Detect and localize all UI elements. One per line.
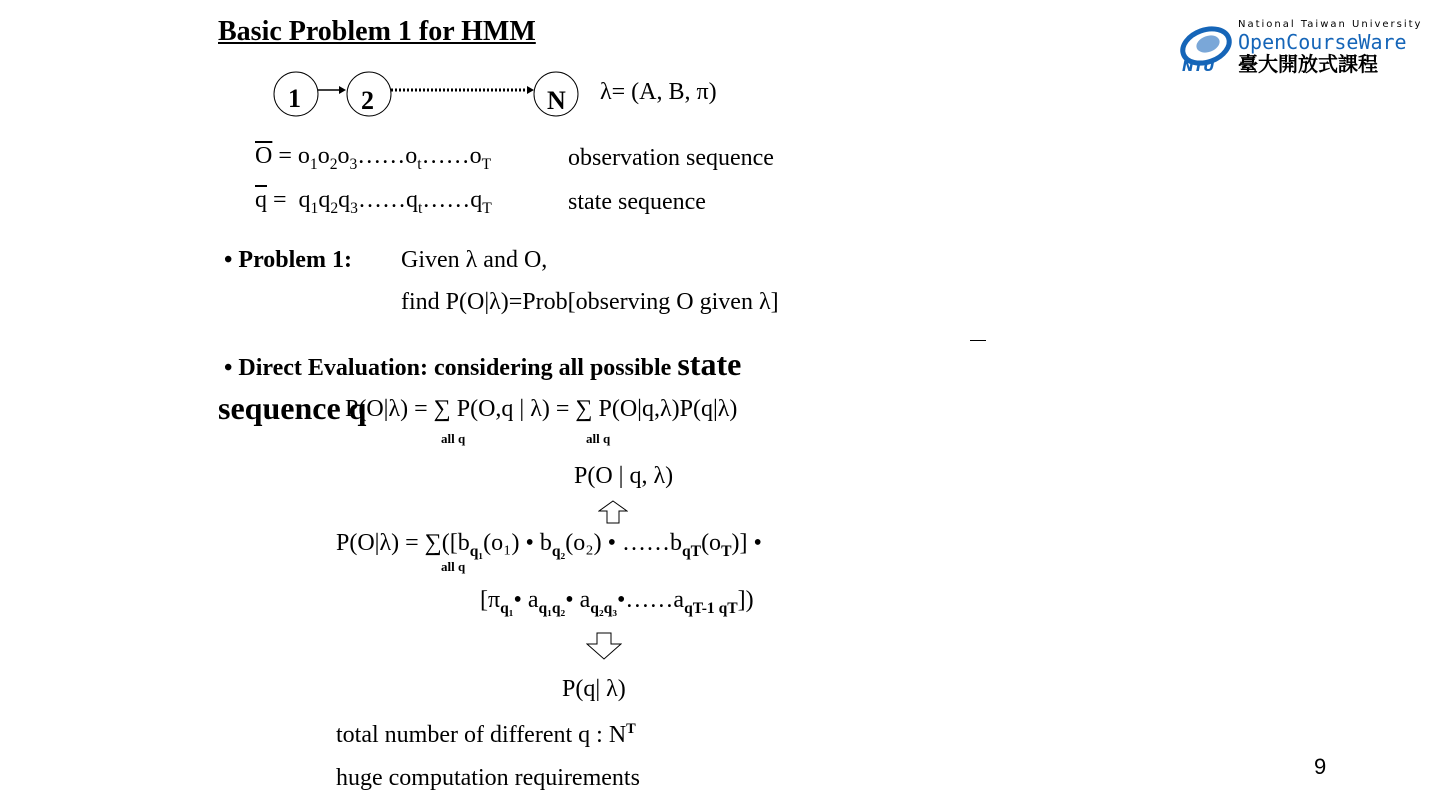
- bullet: •: [224, 247, 233, 273]
- logo-university-name: National Taiwan University: [1238, 19, 1423, 30]
- equation-1: P(O|λ) = ∑ P(O,q | λ) = ∑ P(O|q,λ)P(q|λ): [345, 396, 738, 422]
- eq1-sum-sub-2: all q: [586, 431, 611, 446]
- state-label-2: 2: [361, 86, 374, 115]
- lambda-definition: [600, 80, 717, 104]
- equation-3: $P(O|\lambda) = \sum([b_{q_1}(o_1)$ • $b_{q_2}(o_2)$ • $\dots\dots b_{qT}(o_T)$] •: [336, 530, 762, 560]
- direct-eval-tail: state: [677, 346, 742, 382]
- logo-ocw-name: OpenCourseWare: [1238, 30, 1407, 54]
- down-arrow-icon: [586, 632, 622, 660]
- logo-ntu: NTU: [1182, 59, 1215, 75]
- problem1-line2: find P(O|λ)=Prob[observing O given λ]: [401, 289, 779, 315]
- state-seq-line: $\overline{q}$ = $q_1q_2q_3\dots\dots q_t\dots\dots q_T$: [255, 187, 492, 217]
- state-label-n: N: [547, 86, 566, 115]
- eq3-sum-sub: all q: [441, 559, 466, 574]
- page-number: 9: [1314, 754, 1327, 779]
- up-arrow-icon: [598, 500, 628, 524]
- obs-description: observation sequence: [568, 145, 774, 171]
- equation-5: P(q| λ): [562, 676, 626, 702]
- state-label-1: 1: [288, 84, 301, 113]
- obs-lhs: $\overline{O}$: [255, 143, 273, 169]
- equation-2: P(O | q, λ): [574, 463, 674, 489]
- direct-eval-wrap: sequence q: [218, 390, 367, 426]
- direct-eval-heading: [224, 348, 741, 380]
- problem1-line1: Given λ and O,: [401, 247, 548, 273]
- lambda-def-text: = (A, B, π): [611, 79, 717, 105]
- eq1-sum-sub-1: all q: [441, 431, 466, 446]
- lambda-symbol: λ: [600, 79, 612, 105]
- obs-rhs: $o_1o_2o_3\dots\dots o_t\dots\dots o_T$: [297, 143, 492, 173]
- state-description: state sequence: [568, 189, 706, 215]
- problem1-label: Problem 1:: [238, 247, 352, 273]
- state-lhs: $\overline{q}$: [255, 187, 267, 213]
- observation-line: $\overline{O}$ = $o_1o_2o_3\dots\dots o_t\dots\dots o_T$: [255, 143, 492, 173]
- arrowhead-to-n: [527, 86, 534, 94]
- stray-bar: [970, 340, 986, 341]
- slide-title: Basic Problem 1 for HMM: [218, 16, 536, 47]
- logo-chinese-name: 臺大開放式課程: [1238, 52, 1378, 76]
- huge-computation-line: huge computation requirements: [336, 765, 640, 791]
- bullet: •: [224, 355, 233, 381]
- total-number-line: total number of different q : $N^T$: [336, 721, 636, 748]
- direct-eval-text: Direct Evaluation: considering all possible: [238, 355, 678, 381]
- problem1-heading: [224, 248, 352, 272]
- arrowhead-1-2: [339, 86, 346, 94]
- ntu-ocw-logo: [1176, 20, 1421, 80]
- equation-4: [$\pi_{q_1}•$ $a_{q_1q_2}•$ $a_{q_2q_3}•\dots\dots a_{qT-1 qT}$]): [480, 587, 754, 617]
